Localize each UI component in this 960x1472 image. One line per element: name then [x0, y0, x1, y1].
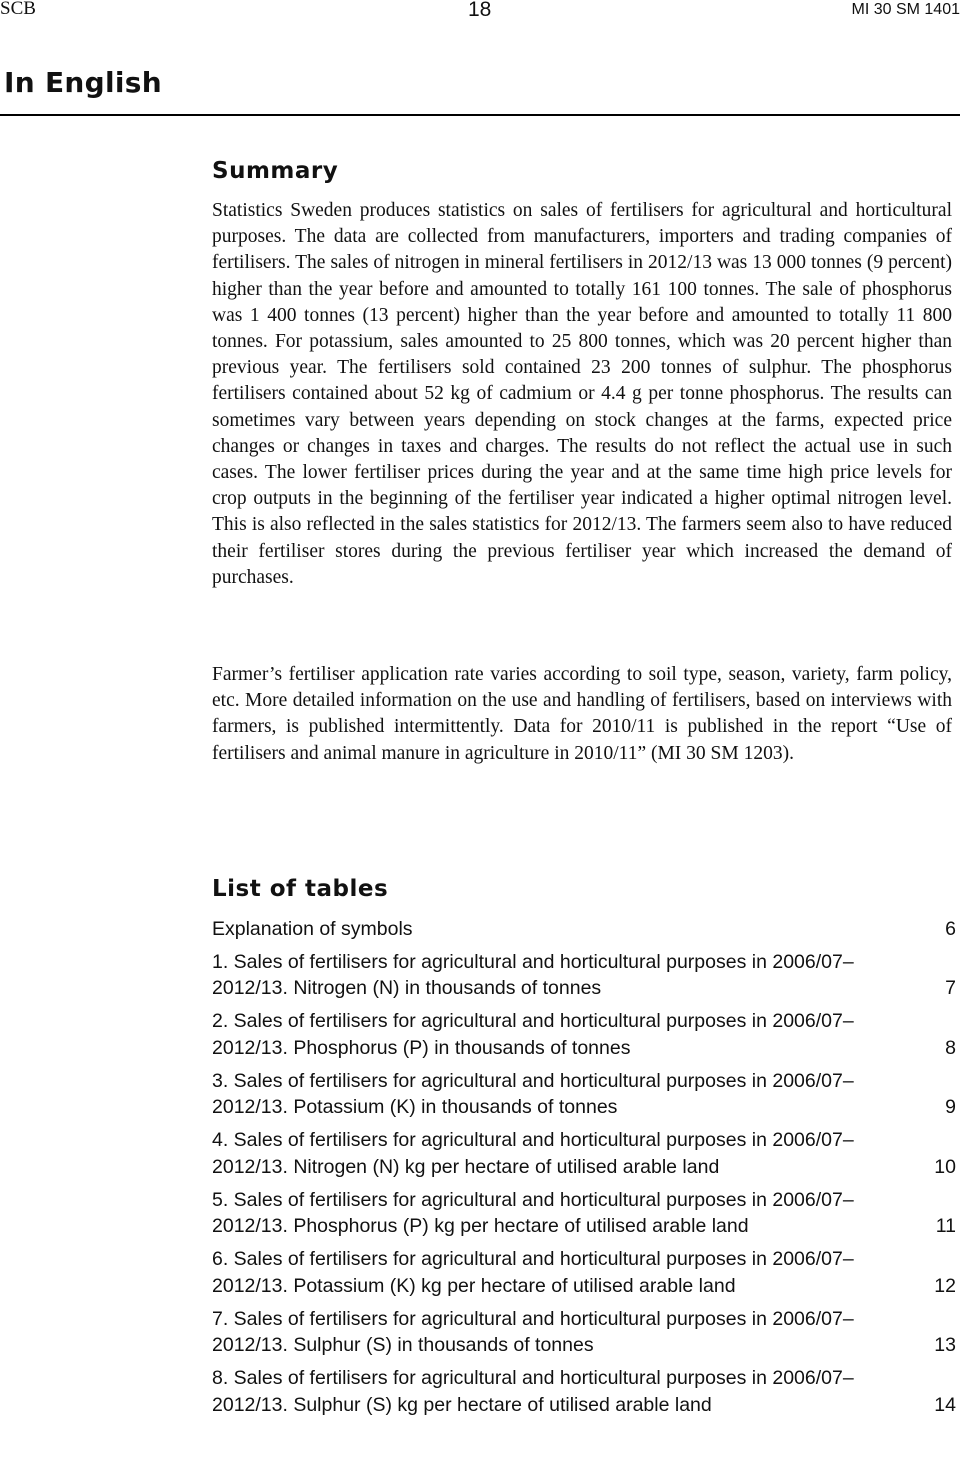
toc-item-text: 4. Sales of fertilisers for agricultural and horticultural purposes in 2006/07–2012/13. Nitrogen (N) kg per hectare of utilised arable land	[212, 1129, 854, 1178]
toc-item-table-1[interactable]	[212, 949, 960, 1002]
list-of-tables-heading: List of tables	[212, 876, 389, 902]
summary-paragraph-2: Farmer’s fertiliser application rate varies according to soil type, season, variety, farm policy, etc. More detailed information on the use and handling of fertilisers, based on interviews with farmers, is published intermittently. Data for 2010/11 is published in the report “Use of fertilisers and animal manure in agriculture in 2010/11” (MI 30 SM 1203).	[212, 664, 952, 764]
toc-item-table-8[interactable]	[212, 1365, 960, 1418]
chapter-divider	[0, 114, 960, 116]
toc-item-page: 11	[935, 1215, 956, 1237]
toc-item-page: 7	[945, 977, 956, 999]
toc-item-text: 2. Sales of fertilisers for agricultural and horticultural purposes in 2006/07–2012/13. Phosphorus (P) in thousands of tonnes	[212, 1010, 854, 1059]
toc-item-text: 3. Sales of fertilisers for agricultural and horticultural purposes in 2006/07–2012/13. Potassium (K) in thousands of tonnes	[212, 1069, 854, 1118]
page-number: 18	[468, 0, 492, 21]
toc-item-text: Explanation of symbols	[212, 918, 413, 940]
toc-item-text: 5. Sales of fertilisers for agricultural and horticultural purposes in 2006/07–2012/13. Phosphorus (P) kg per hectare of utilised arable land	[212, 1188, 854, 1237]
report-code: MI 30 SM 1401	[851, 1, 960, 18]
summary-heading: Summary	[212, 158, 339, 184]
publisher-label: SCB	[0, 0, 36, 19]
summary-paragraph-1: Statistics Sweden produces statistics on sales of fertilisers for agricultural and horticultural purposes. The data are collected from manufacturers, importers and trading companies of fertilisers. The sales of nitrogen in mineral fertilisers in 2012/13 was 13 000 tonnes (9 percent) higher than the year before and amounted to totally 161 100 tonnes. The sale of phosphorus was 1 400 tonnes (13 percent) higher than the year before and amounted to totally 11 800 tonnes. For potassium, sales amounted to 25 800 tonnes, which was 20 percent higher than previous year. The fertilisers sold contained 23 200 tonnes of sulphur. The phosphorus fertilisers contained about 52 kg of cadmium or 4.4 g per tonne phosphorus. The results can sometimes vary between years depending on stock changes at the farms, expected price changes or changes in taxes and charges. The results do not reflect the actual use in such cases. The lower fertiliser prices during the year and at the same time high price levels for crop outputs in the beginning of the fertiliser year indicated a higher optimal nitrogen level. This is also reflected in the sales statistics for 2012/13. The farmers seem also to have reduced their fertiliser stores during the previous fertiliser year which increased the demand of purchases.	[212, 200, 952, 588]
toc-item-page: 10	[934, 1155, 956, 1178]
toc-item-page: 12	[934, 1274, 956, 1297]
toc-item-explanation[interactable]	[212, 916, 960, 943]
toc-item-table-3[interactable]	[212, 1068, 960, 1121]
toc-item-page: 13	[934, 1334, 956, 1356]
toc-item-page: 6	[945, 918, 956, 940]
toc-item-page: 14	[934, 1393, 956, 1416]
page-header	[0, 0, 960, 24]
toc-item-table-4[interactable]	[212, 1127, 960, 1180]
chapter-title: In English	[4, 66, 162, 99]
toc-item-page: 9	[945, 1096, 956, 1118]
table-of-contents	[212, 916, 960, 1425]
toc-item-table-7[interactable]	[212, 1306, 960, 1359]
toc-item-table-6[interactable]	[212, 1246, 960, 1299]
toc-item-text: 6. Sales of fertilisers for agricultural and horticultural purposes in 2006/07–2012/13. Potassium (K) kg per hectare of utilised arable land	[212, 1248, 854, 1297]
toc-item-text: 7. Sales of fertilisers for agricultural and horticultural purposes in 2006/07–2012/13. Sulphur (S) in thousands of tonnes	[212, 1307, 854, 1356]
toc-item-text: 1. Sales of fertilisers for agricultural and horticultural purposes in 2006/07–2012/13. Nitrogen (N) in thousands of tonnes	[212, 950, 854, 999]
toc-item-table-5[interactable]	[212, 1187, 960, 1240]
toc-item-text: 8. Sales of fertilisers for agricultural and horticultural purposes in 2006/07–2012/13. Sulphur (S) kg per hectare of utilised arable land	[212, 1367, 854, 1416]
toc-item-table-2[interactable]	[212, 1008, 960, 1061]
toc-item-page: 8	[945, 1036, 956, 1059]
